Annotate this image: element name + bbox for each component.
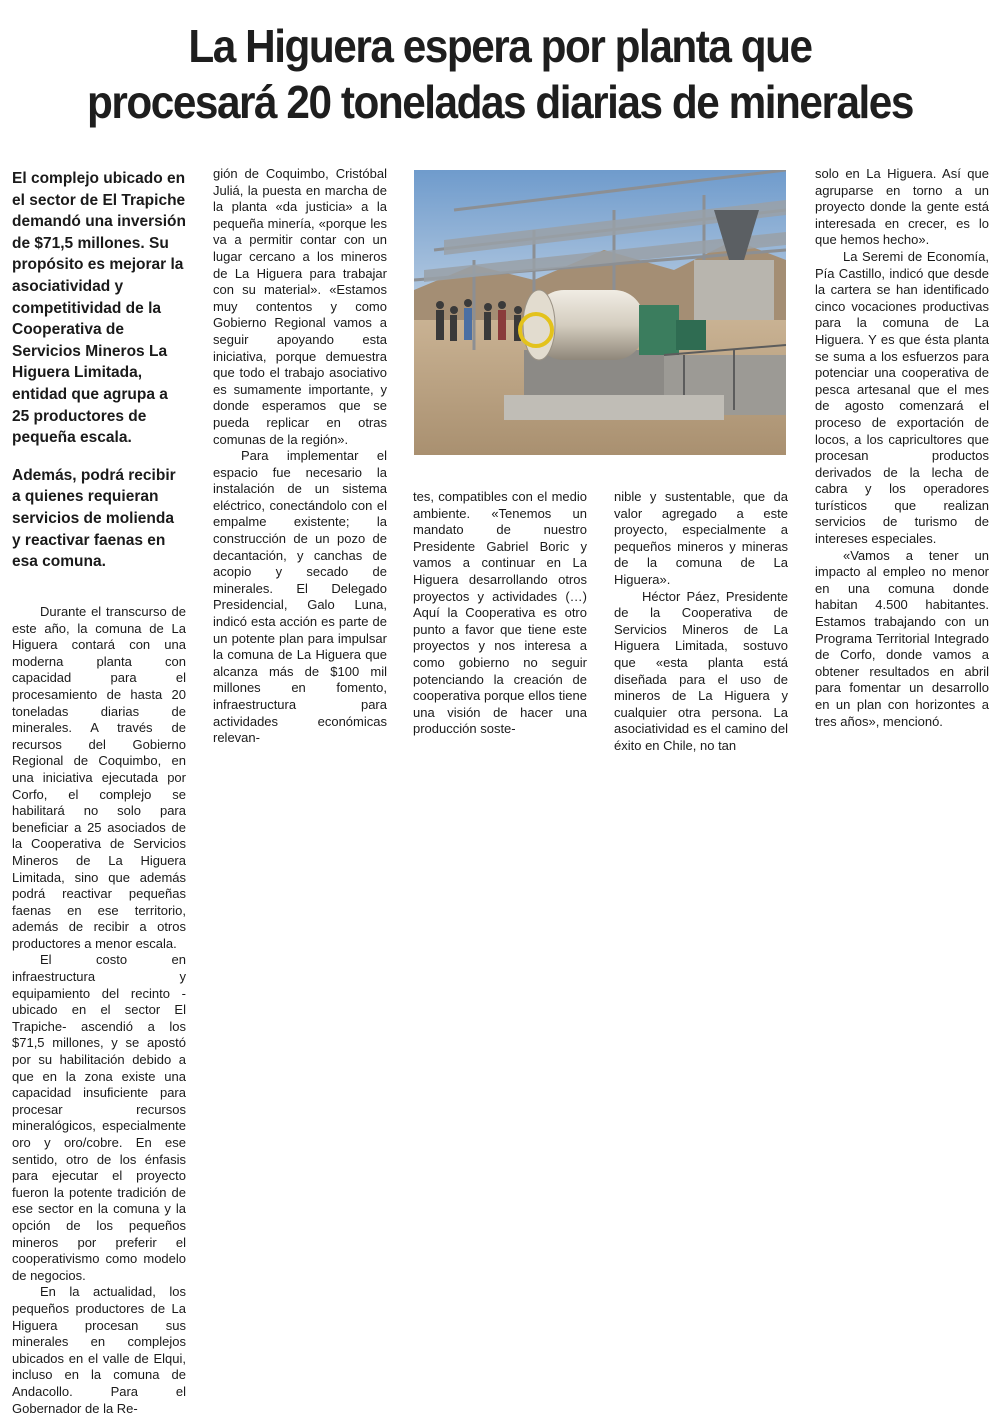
- headline-line-2: procesará 20 toneladas diarias de minerales: [87, 76, 913, 128]
- body-column-5: [815, 166, 989, 730]
- body-paragraph: gión de Coquimbo, Cristóbal Juliá, la puesta en marcha de la planta «da justicia» a la pequeña minería, «porque les va a permitir contar con un lugar cercano a los mineros de La Higuera para trabajar con su material». «Estamos muy contentos y como Gobierno Regional vamos a seguir apoyando esta iniciativa, porque demuestra que todo el trabajo asociativo es sumamente importante, y donde esperamos que se pueda replicar en otras comunas de la región».: [213, 166, 387, 447]
- body-column-3: [413, 489, 587, 738]
- headline: [40, 18, 960, 130]
- body-column-2: [213, 166, 387, 747]
- photo-illustration: [414, 170, 786, 455]
- lead-paragraph-2: Además, podrá recibir a quienes requieran servicios de molienda y reactivar faenas en esa comuna.: [12, 466, 176, 571]
- body-paragraph: Héctor Páez, Presidente de la Cooperativa de Servicios Mineros de La Higuera Limitada, sostuvo que «esta planta está diseñada para el uso de mineros de La Higuera y cualquier otra persona. La asociatividad es el camino del éxito en Chile, no tan: [614, 588, 788, 753]
- body-column-4: [614, 489, 788, 755]
- green-gearbox: [639, 305, 679, 355]
- body-paragraph: Durante el transcurso de este año, la comuna de La Higuera contará con una moderna planta con capacidad para el procesamiento de hasta 20 toneladas diarias de minerales. A través de recursos del Gobierno Regional de Coquimbo, en una iniciativa ejecutada por Corfo, el complejo se habilitará no solo para beneficiar a 25 asociados de la Cooperativa de Servicios Mineros de La Higuera Limitada, sino que además podrá reactivar pequeñas faenas en ese territorio, además de recibir a otros productores a menor escala.: [12, 604, 186, 951]
- lead-paragraph-1: El complejo ubicado en el sector de El Trapiche demandó una inversión de $71,5 millones. Su propósito es mejorar la asociatividad y competitividad de la Cooperativa de Servicios Mineros La Higuera Limitada, entidad que agrupa a 25 productores de pequeña escala.: [12, 170, 186, 447]
- headline-line-1: La Higuera espera por planta que: [188, 20, 812, 72]
- body-paragraph: solo en La Higuera. Así que agruparse en torno a un proyecto donde la gente está interesada en crecer, es lo que hemos hecho».: [815, 166, 989, 248]
- feeder: [694, 260, 774, 320]
- motor: [676, 320, 706, 350]
- mining-plant-photo: [414, 170, 786, 455]
- concrete-slab: [504, 395, 724, 420]
- body-paragraph: El costo en infraestructura y equipamiento del recinto -ubicado en el sector El Trapiche- ascendió a los $71,5 millones, y se apostó por su habilitación debido a que en la zona existe una capacidad insuficiente para procesar recursos mineralógicos, especialmente oro y oro/cobre. En ese sentido, otro de los énfasis para ejecutar el proyecto fueron la potente tradición de ese sector en la comuna y la opción de los pequeños mineros por preferir el cooperativismo como modelo de negocios.: [12, 952, 186, 1283]
- body-paragraph: Para implementar el espacio fue necesario la instalación de un sistema eléctrico, conectándolo con el empalme existente; la construcción de un pozo de decantación, y canchas de acopio y secado de minerales. El Delegado Presidencial, Galo Luna, indicó esta acción es parte de un potente plan para impulsar la comuna de La Higuera que alcanza más de $100 mil millones en fomento, infraestructura para actividades económicas relevan-: [213, 448, 387, 746]
- lead-summary: [12, 168, 186, 589]
- body-column-1: [12, 604, 186, 1417]
- body-paragraph: nible y sustentable, que da valor agregado a este proyecto, especialmente a pequeños mineros y mineras de la comuna de La Higuera».: [614, 489, 788, 587]
- body-paragraph: «Vamos a tener un impacto al empleo no menor en una comuna donde habitan 4.500 habitantes. Estamos trabajando con un Programa Territorial Integrado de Corfo, donde vamos a obtener resultados en abril para fomentar un desarrollo en un plan con horizontes a tres años», mencionó.: [815, 547, 989, 729]
- body-paragraph: tes, compatibles con el medio ambiente. «Tenemos un mandato de nuestro Presidente Gabriel Boric y vamos a continuar en La Higuera desarrollando otros proyectos y actividades (…) Aquí la Cooperativa es otro punto a favor que tiene este proyectos y nos interesa a como gobierno no seguir potenciando la creación de cooperativa porque ellos tiene una visión de hacer una producción soste-: [413, 489, 587, 737]
- body-paragraph: La Seremi de Economía, Pía Castillo, indicó que desde la cartera se han identificado cinco vocaciones productivas para la comuna de La Higuera. Y es que ésta planta se suma a los esfuerzos para potenciar una cooperativa de pesca artesanal que el mes de agosto comenzará el proceso de exportación de locos, a los capricultores que procesan productos derivados de la lecha de cabra y los operadores turísticos que realizan servicios de turismo de intereses especiales.: [815, 248, 989, 547]
- body-paragraph: En la actualidad, los pequeños productores de La Higuera procesan sus minerales en complejos ubicados en el valle de Elqui, incluso en la comuna de Andacollo. Para el Gobernador de la Re-: [12, 1284, 186, 1416]
